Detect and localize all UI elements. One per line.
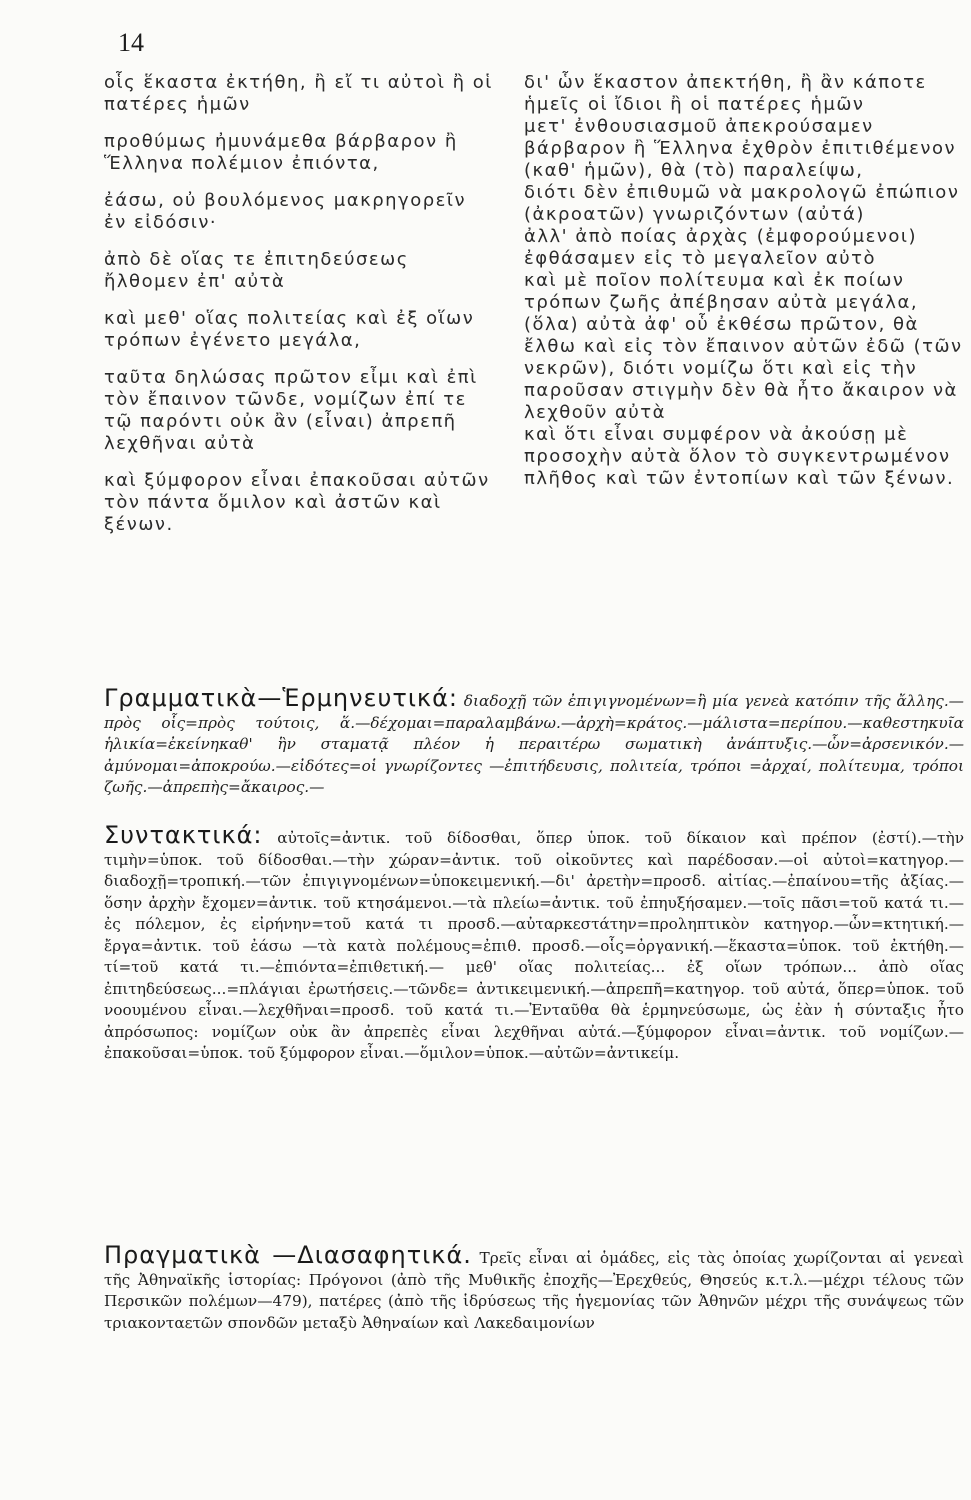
translation-line: διότι δὲν ἐπιθυμῶ νὰ μακρολογῶ ἐπώπιον (ἀκροατῶν) γνωριζόντων (αὐτά): [524, 182, 960, 225]
syntax-title: Συντακτικά:: [104, 821, 263, 849]
parallel-text: [104, 72, 964, 682]
translation-line: δι' ὧν ἕκαστον ἀπεκτήθη, ἢ ἂν κάποτε ἡμεῖς οἱ ἴδιοι ἢ οἱ πατέρες ἡμῶν: [524, 72, 927, 115]
page-number: 14: [118, 28, 144, 57]
grammar-title: Γραμματικὰ—Ἑρμηνευτικά:: [104, 684, 458, 712]
ancient-line: ἐάσω, οὐ βουλόμενος μακρηγορεῖν ἐν εἰδόσιν·: [104, 190, 467, 233]
translation-line: (ὅλα) αὐτὰ ἀφ' οὗ ἐκθέσω πρῶτον, θὰ ἔλθω καὶ εἰς τὸν ἔπαινον αὐτῶν ἐδῶ (τῶν νεκρῶν), διότι νομίζω ὅτι καὶ εἰς τὴν παροῦσαν στιγμὴν δὲν θὰ ἦτο ἄκαιρον νὰ λεχθοῦν αὐτὰ: [524, 314, 963, 423]
ancient-line: καὶ ξύμφορον εἶναι ἐπακοῦσαι αὐτῶν τὸν πάντα ὅμιλον καὶ ἀστῶν καὶ ξένων.: [104, 470, 490, 535]
ancient-line: οἷς ἕκαστα ἐκτήθη, ἢ εἴ τι αὐτοὶ ἢ οἱ πατέρες ἡμῶν: [104, 72, 493, 115]
syntax-notes: [104, 821, 964, 1065]
pragmatic-title: Πραγματικὰ —Διασαφητικά.: [104, 1241, 472, 1269]
grammar-text: διαδοχῇ τῶν ἐπιγιγνομένων=ἢ μία γενεὰ κατόπιν τῆς ἄλλης.—πρὸς οἷς=πρὸς τούτοις, ἅ.—δέχομαι=παραλαμβάνω.—ἀρχὴ=κράτος.—μάλιστα=περίπου.—καθεστηκυῖα ἡλικία=ἐκείνηκαθ' ἣν σταματᾷ πλέον ἡ περαιτέρω σωματικὴ ἀνάπτυξις.—ὧν=ἀρσενικόν.—ἀμύνομαι=ἀποκρούω.—εἰδότες=οἱ γνωρίζοντες —ἐπιτήδευσις, πολιτεία, τρόποι =ἀρχαί, πολίτευμα, τρόποι ζωῆς.—ἀπρεπὴς=ἄκαιρος.—: [104, 692, 964, 796]
translation-line: ἀλλ' ἀπὸ ποίας ἀρχὰς (ἐμφορούμενοι) ἐφθάσαμεν εἰς τὸ μεγαλεῖον αὐτὸ: [524, 226, 918, 269]
ancient-line: καὶ μεθ' οἵας πολιτείας καὶ ἐξ οἵων τρόπων ἐγένετο μεγάλα,: [104, 308, 475, 351]
pragmatic-text: Τρεῖς εἶναι αἱ ὁμάδες, εἰς τὰς ὁποίας χωρίζονται αἱ γενεαὶ τῆς Ἀθηναϊκῆς ἱστορίας: Πρόγονοι (ἀπὸ τῆς Μυθικῆς ἐποχῆς—Ἐρεχθεύς, Θησεύς κ.τ.λ.—μέχρι τέλους τῶν Περσικῶν πολέμων—479), πατέρες (ἀπὸ τῆς ἱδρύσεως τῆς ἡγεμονίας τῶν Ἀθηνῶν μέχρι τῆς συνάψεως τῶν τριακονταετῶν σπονδῶν μεταξὺ Ἀθηναίων καὶ Λακεδαιμονίων: [104, 1249, 965, 1332]
pragmatic-notes: [104, 1241, 965, 1334]
ancient-line: ἀπὸ δὲ οἵας τε ἐπιτηδεύσεως ἤλθομεν ἐπ' αὐτὰ: [104, 249, 409, 292]
ancient-line: ταῦτα δηλώσας πρῶτον εἶμι καὶ ἐπὶ τὸν ἔπαινον τῶνδε, νομίζων ἐπί τε τῷ παρόντι οὐκ ἂν (εἶναι) ἀπρεπῆ λεχθῆναι αὐτὰ: [104, 367, 478, 454]
translation-line: μετ' ἐνθουσιασμοῦ ἀπεκρούσαμεν βάρβαρον ἢ Ἕλληνα ἐχθρὸν ἐπιτιθέμενον (καθ' ἡμῶν), θὰ (τὸ) παραλείψω,: [524, 116, 957, 181]
ancient-text-column: [104, 72, 494, 551]
grammar-notes: [104, 684, 964, 799]
translation-column: [524, 72, 964, 490]
syntax-text: αὐτοῖς=ἀντικ. τοῦ δίδοσθαι, ὅπερ ὑποκ. τοῦ δίκαιον καὶ πρέπον (ἐστί).—τὴν τιμὴν=ὑποκ. τοῦ δίδοσθαι.—τὴν χώραν=ἀντικ. τοῦ οἰκοῦντες καὶ παρέδοσαν.—οἱ αὐτοὶ=κατηγορ.—διαδοχῇ=τροπική.—τῶν ἐπιγιγνομένων=ὑποκειμενική.—δι' ἀρετὴν=προσδ. αἰτίας.—ἐπαίνου=τῆς ἀξίας.—ὅσην ἀρχὴν ἔχομεν=ἀντικ. τοῦ κτησάμενοι.—τὰ πλείω=ἀντικ. τοῦ ἐπηυξήσαμεν.—τοῖς πᾶσι=τοῦ κατά τι.—ἐς πόλεμον, ἐς εἰρήνην=τοῦ κατά τι προσδ.—αὐταρκεστάτην=προληπτικὸν κατηγορ.—ὧν=κτητική.—ἔργα=ἀντικ. τοῦ ἐάσω —τὰ κατὰ πολέμους=ἐπιθ. προσδ.—οἷς=ὀργανική.—ἕκαστα=ὑποκ. τοῦ ἐκτήθη.—τί=τοῦ κατά τι.—ἐπιόντα=ἐπιθετική.— μεθ' οἵας πολιτείας... ἐξ οἵων τρόπων... ἀπὸ οἵας ἐπιτηδεύσεως...=πλάγιαι ἐρωτήσεις.—τῶνδε= ἀντικειμενική.—ἀπρεπῆ=κατηγορ. τοῦ αὐτά, ὅπερ=ὑποκ. τοῦ νοουμένου εἶναι.—λεχθῆναι=προσδ. τοῦ κατά τι.—Ἐνταῦθα θὰ ἑρμηνεύσωμε, ὡς ἐὰν ἡ σύνταξις ἦτο ἀπρόσωπος: νομίζων οὐκ ἂν ἀπρεπὲς εἶναι λεχθῆναι αὐτά.—ξύμφορον εἶναι=ἀντικ. τοῦ νομίζων.—ἐπακοῦσαι=ὑποκ. τοῦ ξύμφορον εἶναι.—ὅμιλον=ὑποκ.—αὐτῶν=ἀντικείμ.: [104, 829, 964, 1062]
ancient-line: προθύμως ἠμυνάμεθα βάρβαρον ἢ Ἕλληνα πολέμιον ἐπιόντα,: [104, 131, 458, 174]
translation-line: καὶ μὲ ποῖον πολίτευμα καὶ ἐκ ποίων τρόπων ζωῆς ἀπέβησαν αὐτὰ μεγάλα,: [524, 270, 919, 313]
translation-line: καὶ ὅτι εἶναι συμφέρον νὰ ἀκούσῃ μὲ προσοχὴν αὐτὰ ὅλον τὸ συγκεντρωμένον πλῆθος καὶ τῶν ἐντοπίων καὶ τῶν ξένων.: [524, 424, 955, 489]
